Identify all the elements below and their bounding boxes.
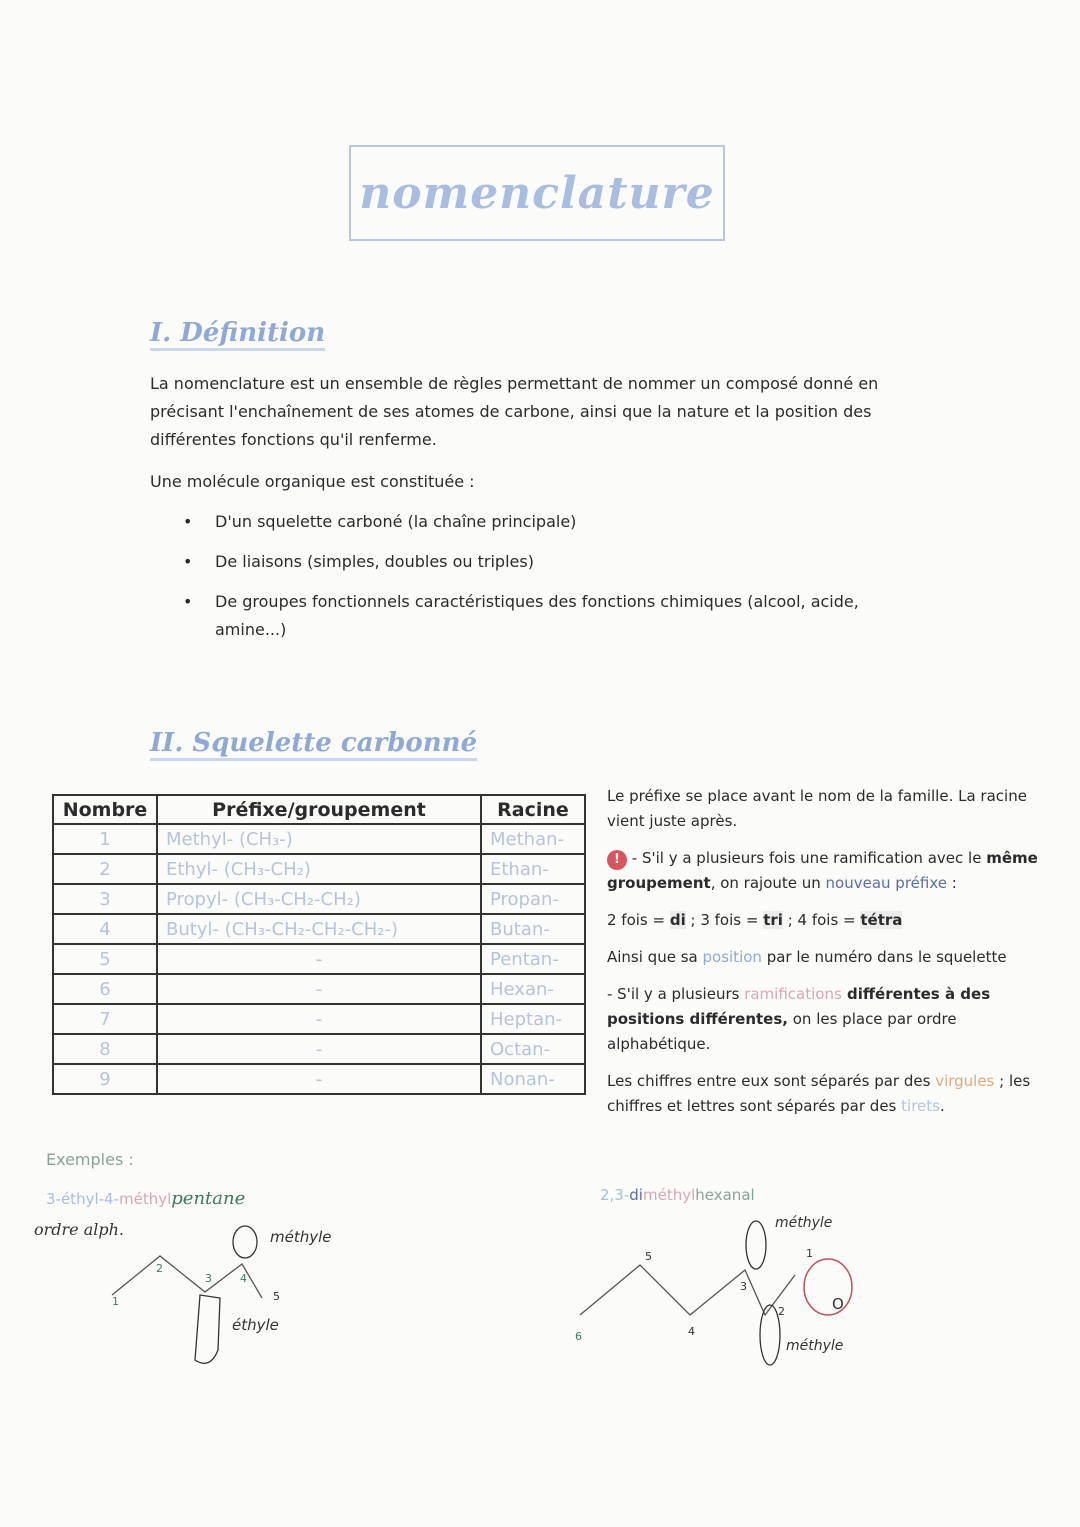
- cell-prefix: -: [157, 1034, 481, 1064]
- page-title: nomenclature: [359, 167, 715, 219]
- warning-icon: !: [607, 850, 627, 870]
- cell-root: Butan-: [481, 914, 585, 944]
- cell-number: 6: [53, 974, 157, 1004]
- svg-text:4: 4: [688, 1325, 695, 1338]
- example1-name: 3-éthyl-4-méthylpentane: [46, 1188, 246, 1209]
- cell-number: 7: [53, 1004, 157, 1034]
- table-row: [53, 974, 585, 1004]
- cell-prefix: -: [157, 974, 481, 1004]
- svg-text:6: 6: [575, 1330, 582, 1343]
- svg-text:méthyle: méthyle: [775, 1215, 833, 1231]
- table-row: [53, 944, 585, 974]
- cell-prefix: Propyl- (CH₃-CH₂-CH₂): [157, 884, 481, 914]
- note-prefix: Le préfixe se place avant le nom de la famille. La racine vient juste après.: [607, 787, 1027, 830]
- section-heading-squelette: II. Squelette carbonné: [150, 728, 477, 761]
- cell-prefix: Methyl- (CH₃-): [157, 824, 481, 854]
- aldehyde-circle: [804, 1259, 852, 1315]
- table-row: [53, 884, 585, 914]
- column-header: Préfixe/groupement: [157, 795, 481, 824]
- carbon-chain: [580, 1265, 795, 1315]
- svg-text:5: 5: [645, 1250, 652, 1263]
- svg-text:3: 3: [740, 1280, 747, 1293]
- molecule-intro: Une molécule organique est constituée :: [150, 472, 475, 491]
- table-row: [53, 1034, 585, 1064]
- note-alphabetical: - S'il y a plusieurs ramifications différentes à des positions différentes, on les place par ordre alphabétique.: [607, 985, 991, 1053]
- table-row: [53, 914, 585, 944]
- svg-text:méthyle: méthyle: [270, 1228, 332, 1246]
- methyl-circle: [233, 1226, 257, 1258]
- svg-text:5: 5: [273, 1290, 280, 1303]
- cell-number: 8: [53, 1034, 157, 1064]
- column-header: Nombre: [53, 795, 157, 824]
- table-row: [53, 1004, 585, 1034]
- cell-prefix: -: [157, 1004, 481, 1034]
- examples-label: Exemples :: [46, 1150, 134, 1169]
- title-box: [349, 145, 725, 241]
- svg-text:2: 2: [778, 1305, 785, 1318]
- note-multipliers: 2 fois = di ; 3 fois = tri ; 4 fois = tétra: [607, 911, 903, 929]
- example1-note: ordre alph.: [34, 1220, 125, 1239]
- cell-prefix: Butyl- (CH₃-CH₂-CH₂-CH₂-): [157, 914, 481, 944]
- note-separators: Les chiffres entre eux sont séparés par des virgules ; les chiffres et lettres sont séparés par des tirets.: [607, 1072, 1031, 1115]
- cell-number: 5: [53, 944, 157, 974]
- cell-root: Nonan-: [481, 1064, 585, 1094]
- list-item: • D'un squelette carboné (la chaîne principale): [153, 508, 933, 536]
- example2-skeleton: [570, 1205, 870, 1375]
- section-heading-definition: I. Définition: [150, 318, 325, 351]
- table-row: [53, 854, 585, 884]
- svg-text:4: 4: [240, 1272, 247, 1285]
- bullet-list: [153, 508, 933, 656]
- svg-text:1: 1: [806, 1247, 813, 1260]
- svg-text:O: O: [832, 1295, 844, 1313]
- svg-text:1: 1: [112, 1295, 119, 1308]
- example1-skeleton: [90, 1220, 370, 1370]
- methyl-circle-top: [746, 1221, 766, 1269]
- cell-root: Pentan-: [481, 944, 585, 974]
- cell-number: 2: [53, 854, 157, 884]
- svg-text:3: 3: [205, 1272, 212, 1285]
- cell-number: 4: [53, 914, 157, 944]
- cell-prefix: -: [157, 944, 481, 974]
- cell-prefix: -: [157, 1064, 481, 1094]
- cell-number: 9: [53, 1064, 157, 1094]
- note-same-group: ! - S'il y a plusieurs fois une ramification avec le même groupement, on rajoute un nouveau préfixe :: [607, 849, 1038, 892]
- svg-text:méthyle: méthyle: [786, 1338, 844, 1354]
- cell-root: Octan-: [481, 1034, 585, 1064]
- ethyl-loop: [195, 1295, 220, 1363]
- notes-column: [607, 784, 1047, 1131]
- prefix-table: [52, 794, 586, 1095]
- definition-paragraph: La nomenclature est un ensemble de règles permettant de nommer un composé donné en précisant l'enchaînement de ses atomes de carbone, ainsi que la nature et la position des différentes fonctions qu'il renferme.: [150, 374, 879, 449]
- list-item: • De liaisons (simples, doubles ou triples): [153, 548, 933, 576]
- list-item: • De groupes fonctionnels caractéristiques des fonctions chimiques (alcool, acide, amine...): [153, 588, 933, 644]
- example2-name: 2,3-diméthylhexanal: [600, 1186, 755, 1204]
- cell-root: Heptan-: [481, 1004, 585, 1034]
- note-position: Ainsi que sa position par le numéro dans le squelette: [607, 948, 1007, 966]
- cell-number: 3: [53, 884, 157, 914]
- table-row: [53, 824, 585, 854]
- cell-root: Methan-: [481, 824, 585, 854]
- cell-prefix: Ethyl- (CH₃-CH₂): [157, 854, 481, 884]
- cell-root: Hexan-: [481, 974, 585, 1004]
- methyl-circle-bottom: [760, 1305, 780, 1365]
- column-header: Racine: [481, 795, 585, 824]
- cell-number: 1: [53, 824, 157, 854]
- svg-text:2: 2: [156, 1262, 163, 1275]
- table-row: [53, 1064, 585, 1094]
- cell-root: Propan-: [481, 884, 585, 914]
- svg-text:éthyle: éthyle: [232, 1316, 279, 1334]
- cell-root: Ethan-: [481, 854, 585, 884]
